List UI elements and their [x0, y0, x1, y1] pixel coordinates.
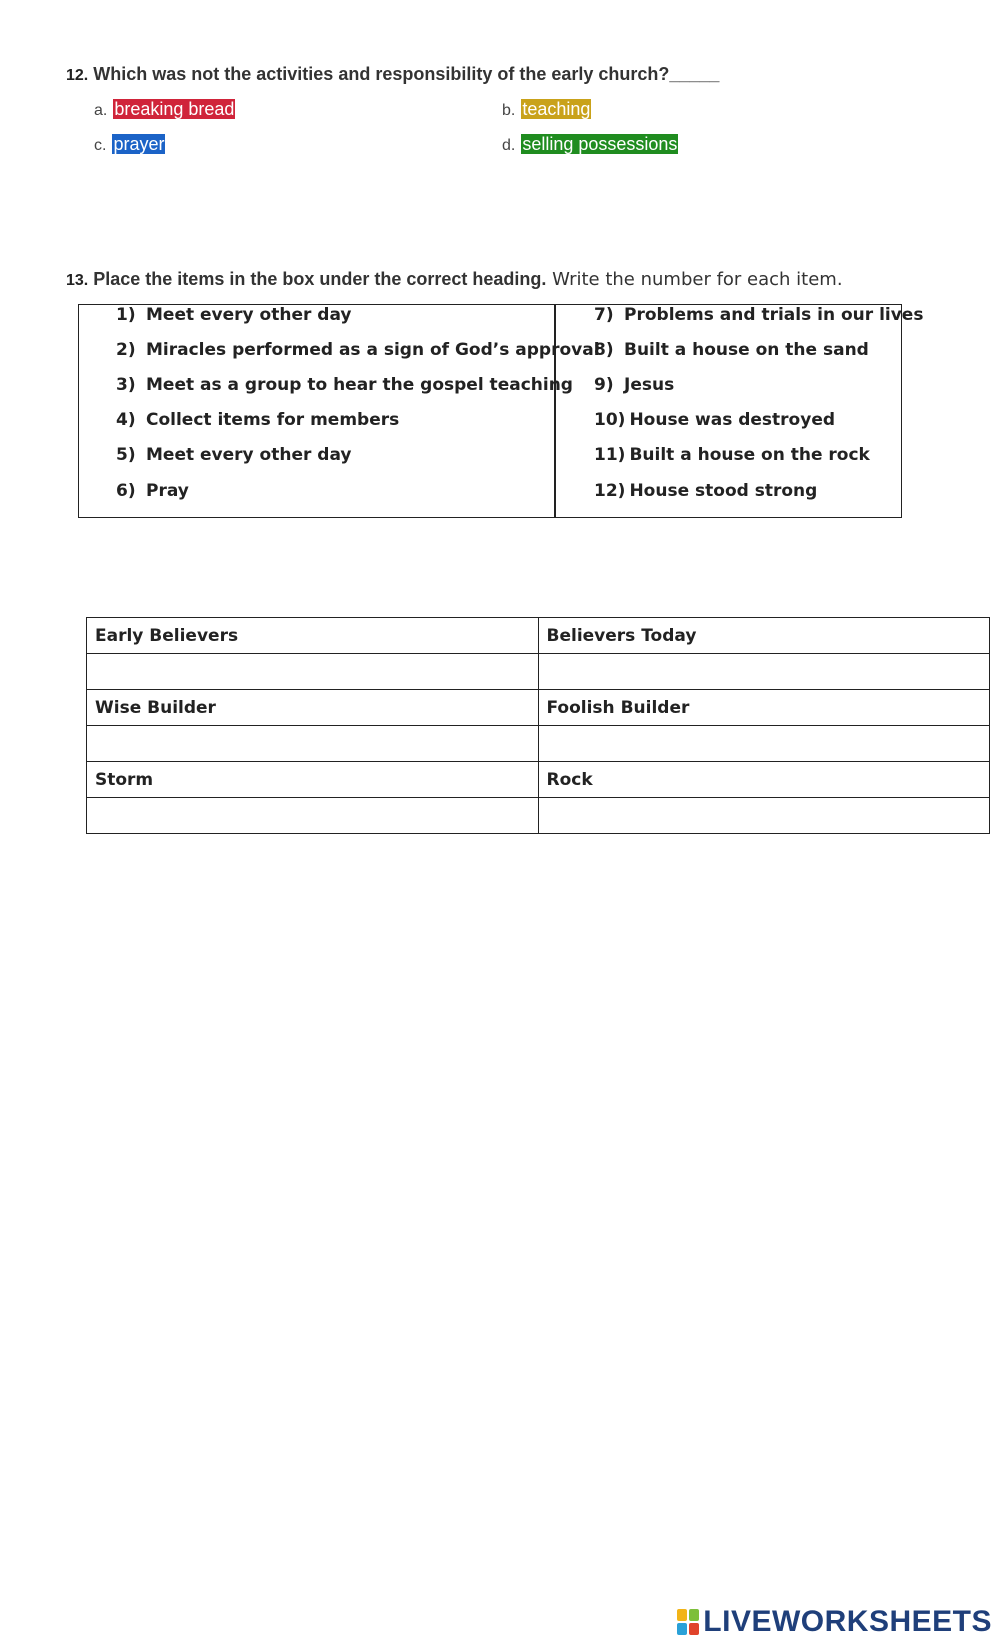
item-number: 11): [594, 445, 626, 465]
question-text-bold: Place the items in the box under the correct heading.: [93, 269, 547, 289]
option-b[interactable]: [502, 99, 591, 120]
item-number: 4): [116, 410, 136, 430]
option-c[interactable]: [94, 134, 165, 155]
answer-row: [87, 726, 990, 762]
item-5[interactable]: [116, 445, 352, 465]
item-text: Collect items for members: [146, 410, 400, 430]
option-d[interactable]: [502, 134, 678, 155]
sorting-table: [86, 617, 990, 834]
logo-icon: [677, 1609, 699, 1635]
items-box-divider: [554, 304, 556, 518]
item-text: Meet every other day: [146, 305, 352, 325]
heading-storm: Storm: [87, 762, 539, 798]
item-1[interactable]: [116, 305, 352, 325]
drop-zone-storm[interactable]: [87, 798, 539, 834]
item-number: 5): [116, 445, 136, 465]
drop-zone-believers-today[interactable]: [538, 654, 990, 690]
option-letter: a.: [94, 102, 108, 119]
item-text: Meet every other day: [146, 445, 352, 465]
drop-zone-early-believers[interactable]: [87, 654, 539, 690]
question-text-plain: Write the number for each item.: [546, 269, 843, 290]
question-text: Which was not the activities and responsibility of the early church?_____: [93, 64, 720, 84]
heading-foolish-builder: Foolish Builder: [538, 690, 990, 726]
item-number: 9): [594, 375, 614, 395]
item-text: House stood strong: [629, 481, 818, 501]
item-text: Built a house on the rock: [629, 445, 870, 465]
heading-believers-today: Believers Today: [538, 618, 990, 654]
heading-row: [87, 618, 990, 654]
answer-row: [87, 798, 990, 834]
item-3[interactable]: [116, 375, 573, 395]
drop-zone-wise-builder[interactable]: [87, 726, 539, 762]
item-6[interactable]: [116, 481, 189, 501]
item-text: House was destroyed: [629, 410, 836, 430]
item-11[interactable]: [594, 445, 870, 465]
option-a[interactable]: [94, 99, 235, 120]
heading-row: [87, 762, 990, 798]
item-text: Pray: [146, 481, 189, 501]
item-text: Meet as a group to hear the gospel teaching: [146, 375, 573, 395]
item-text: Problems and trials in our lives: [624, 305, 924, 325]
item-9[interactable]: [594, 375, 674, 395]
heading-wise-builder: Wise Builder: [87, 690, 539, 726]
option-letter: c.: [94, 137, 107, 154]
liveworksheets-logo: [677, 1605, 992, 1639]
question-13: [66, 269, 843, 290]
item-number: 8): [594, 340, 614, 360]
option-letter: d.: [502, 137, 516, 154]
item-text: Built a house on the sand: [624, 340, 869, 360]
item-7[interactable]: [594, 305, 923, 325]
item-number: 3): [116, 375, 136, 395]
drop-zone-foolish-builder[interactable]: [538, 726, 990, 762]
item-number: 7): [594, 305, 614, 325]
question-number: 12.: [66, 67, 89, 84]
logo-text: LIVEWORKSHEETS: [703, 1605, 992, 1638]
item-text: Miracles performed as a sign of God’s approval: [146, 340, 600, 360]
heading-rock: Rock: [538, 762, 990, 798]
question-number: 13.: [66, 272, 89, 289]
item-text: Jesus: [624, 375, 675, 395]
option-text: teaching: [522, 99, 591, 119]
option-text: breaking bread: [114, 99, 235, 119]
heading-row: [87, 690, 990, 726]
item-number: 12): [594, 481, 626, 501]
item-8[interactable]: [594, 340, 869, 360]
heading-early-believers: Early Believers: [87, 618, 539, 654]
drop-zone-rock[interactable]: [538, 798, 990, 834]
item-10[interactable]: [594, 410, 835, 430]
option-text: selling possessions: [522, 134, 678, 154]
item-number: 2): [116, 340, 136, 360]
answer-row: [87, 654, 990, 690]
question-12: [66, 64, 719, 85]
item-12[interactable]: [594, 481, 817, 501]
item-number: 10): [594, 410, 626, 430]
item-number: 6): [116, 481, 136, 501]
option-text: prayer: [113, 134, 165, 154]
item-2[interactable]: [116, 340, 600, 360]
item-number: 1): [116, 305, 136, 325]
item-4[interactable]: [116, 410, 399, 430]
option-letter: b.: [502, 102, 516, 119]
